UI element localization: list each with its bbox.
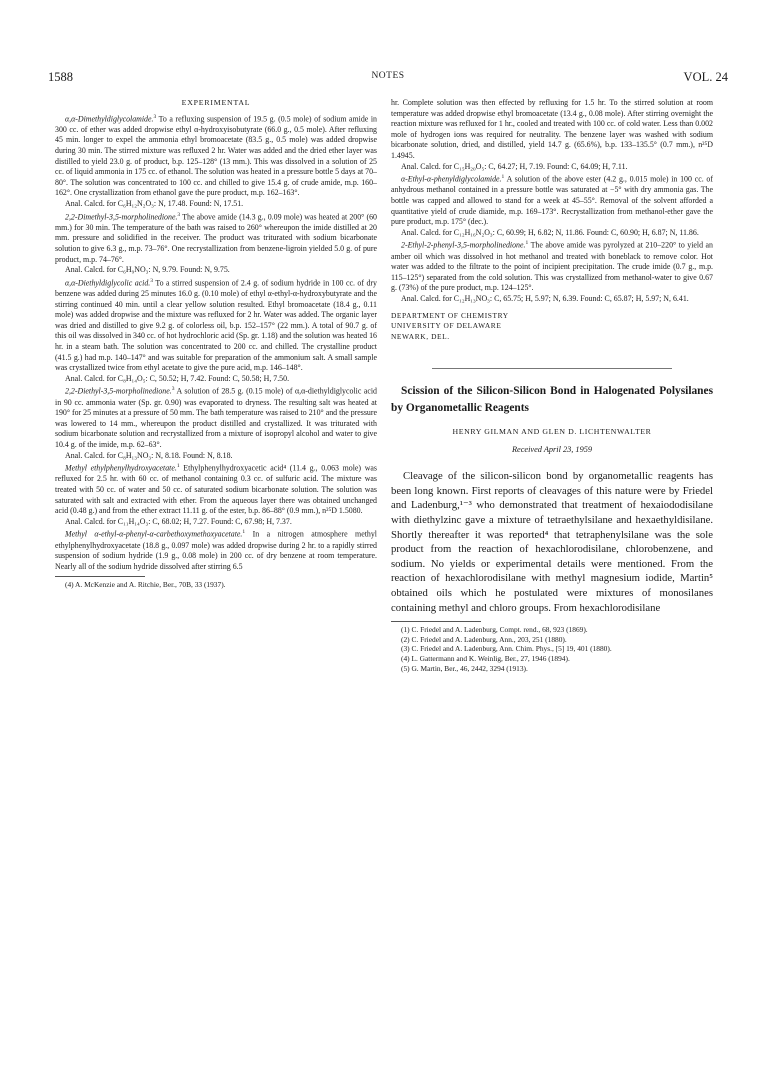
running-header xyxy=(48,70,728,86)
reference-marker: 3 xyxy=(171,386,175,393)
received-date: Received April 23, 1959 xyxy=(511,444,593,454)
paragraph-text: Anal. Calcd. for C₁₅H₂₀O₅: C, 64.27; H, 7.19. Found: C, 64.09; H, 7.11. xyxy=(401,161,628,171)
left-paragraphs xyxy=(55,112,377,573)
article-authors: HENRY GILMAN AND GLEN D. LICHTENWALTER xyxy=(452,427,652,437)
section-label: NOTES xyxy=(371,71,405,81)
paragraph-text: Anal. Calcd. for C₈H₁₃NO₃: N, 8.18. Found: N, 8.18. xyxy=(65,450,233,460)
paragraph-text: A solution of 28.5 g. (0.15 mole) of α,α-diethyldiglycolic acid in 90 cc. ammonia water (Sp. gr. 0.90) was evaporated to dryness. The resulting salt was heated at 190° for 25 minutes at a pressure of 50 mm. The bath temperature was raised to 210° and the pressure was lowered to 14 mm., whereupon the product distilled and crystallized. It was triturated with sodium bicarbonate solution and recrystallized from a mixture of isopropyl alcohol and water to give 10.4 g. of the imide, m.p. 62–63°. xyxy=(55,386,377,449)
footnote: (5) G. Martin, Ber., 46, 2442, 3294 (1913). xyxy=(401,663,528,673)
compound-name: 2-Ethyl-2-phenyl-3,5-morpholinedione. xyxy=(401,240,526,250)
footnote: (3) C. Friedel and A. Ladenburg, Ann. Chim. Phys., [5] 19, 401 (1880). xyxy=(401,644,612,654)
paragraph-text: Ethylphenylhydroxyacetic acid⁴ (11.4 g., 0.063 mole) was refluxed for 2.5 hr. with 60 cc. of methanol containing 0.3 cc. of sulfuric acid. The mixture was treated with 50 cc. of water and 50 cc. of saturated sodium bicarbonate solution. The solution was saturated with salt and extracted with ether. From the aqueous layer there was obtained unchanged acid (0.48 g.) and from the ether extract 11.11 g. of the ester, b.p. 86–88° (0.9 mm.), n²⁵D 1.5080. xyxy=(55,463,377,516)
paragraph xyxy=(55,461,377,517)
paragraph-text: Anal. Calcd. for C₆H₉NO₃: N, 9.79. Found: N, 9.75. xyxy=(65,265,230,275)
paragraph-text: hr. Complete solution was then effected by refluxing for 1.5 hr. To the stirred solution at room temperature was added dropwise ethyl bromoacetate (13.4 g., 0.08 mole). After stirring overnight the reaction mixture was refluxed for 1 hr., cooled and treated with 100 cc. of cold water. Less than 0.002 mole of hydrogen ions was required for neutrality. The benzene layer was washed with sodium bicarbonate solution, dried, and distilled, yield 14.7 g. (65.6%), b.p. 133–135.5° (0.7 mm.), n²⁵D 1.4945. xyxy=(391,98,713,160)
compound-name: 2,2-Diethyl-3,5-morpholinedione. xyxy=(65,386,172,396)
article-title: Scission of the Silicon-Silicon Bond in Halogenated Polysilanes by Organometallic Reagents xyxy=(391,385,713,415)
paragraph xyxy=(391,162,713,173)
paragraph-text: A solution of the above ester (4.2 g., 0.015 mole) in 100 cc. of anhydrous methanol contained in a pressure bottle was saturated at −5° with dry ammonia gas. The bottle was capped and allowed to stand for a week at 45–55°. Removal of the solvent afforded a quantitative yield of crude diamide, m.p. 169–173°. Recrystallization from methanol-ether gave the pure product, m.p. 175° (dec.). xyxy=(391,174,713,227)
paragraph-text: Anal. Calcd. for C₆H₁₂N₂O₃: N, 17.48. Found: N, 17.51. xyxy=(65,198,244,208)
paragraph-text: Anal. Calcd. for C₁₂H₁₆N₂O₃: C, 60.99; H, 6.82; N, 11.86. Found: C, 60.90; H, 6.87; N, 11.86. xyxy=(401,227,699,237)
paragraph-text: The above amide (14.3 g., 0.09 mole) was heated at 200° (60 mm.) for 30 min. The temperature of the bath was raised to 260° whereupon the imide distilled at 20 mm. pressure and solidified in the receiver. The product was triturated with sodium bicarbonate solution to give 6.3 g., m.p. 73–76°. One recrystallization from benzene-ligroin yielded 5.0 g. of pure product, m.p. 74–76°. xyxy=(55,212,377,264)
paragraph xyxy=(55,265,377,276)
reference-marker: 3 xyxy=(153,113,157,120)
footnote: (1) C. Friedel and A. Ladenburg, Compt. rend., 68, 923 (1869). xyxy=(401,625,588,635)
paragraph xyxy=(391,172,713,228)
affiliation xyxy=(391,311,713,343)
paragraph xyxy=(391,98,713,162)
left-column xyxy=(55,98,377,590)
reference-marker: 1 xyxy=(501,174,505,181)
affiliation-line: NEWARK, DEL. xyxy=(391,331,450,341)
body-paragraph: Cleavage of the silicon-silicon bond by organometallic reagents has been long known. First reports of cleavages of this nature were by Friedel and Ladenburg,¹⁻³ who demonstrated that treatment of hexaiododisilane with diethylzinc gave a mixture of tetraethylsilane and hexaethyldisilane. Shortly thereafter it was reported⁴ that tetraphenylsilane was the sole product from the reaction of hexachlorodisilane, chlorobenzene, and sodium. No yields or experimental details were mentioned. From the reaction of hexachlorodisilane with methyl magnesium iodide, Martin⁵ obtained oils which he postulated were mixtures of monosilanes containing methyl and chloro groups. From hexachlorodisilane xyxy=(391,470,713,614)
right-column xyxy=(391,98,713,673)
footnote: (4) A. McKenzie and A. Ritchie, Ber., 70B, 33 (1937). xyxy=(65,580,226,590)
paragraph xyxy=(391,294,713,305)
compound-name: α-Ethyl-α-phenyldiglycolamide. xyxy=(401,174,502,184)
paragraph xyxy=(55,276,377,374)
paragraph xyxy=(55,199,377,210)
compound-name: α,α-Dimethyldiglycolamide. xyxy=(65,114,154,124)
paragraph-text: Anal. Calcd. for C₁₂H₁₃NO₃: C, 65.75; H, 5.97; N, 6.39. Found: C, 65.87; H, 5.97; N, 6.41. xyxy=(401,293,689,303)
paragraph xyxy=(55,451,377,462)
paragraph-text: To a refluxing suspension of 19.5 g. (0.5 mole) of sodium amide in 300 cc. of ether was added dropwise ethyl α-hydroxyisobutyrate (66.0 g., 0.5 mole). After refluxing 45 min. longer to expel the ammonia ethyl bromoacetate (83.5 g., 0.5 mole) was added dropwise during 30 min. The stirred mixture was refluxed 2 hr. Water was added and the dried ether layer was distilled to yield 23.0 g. of product, b.p. 125–128° (13 mm.). This was dissolved in a solution of 25 cc. of liquid ammonia in 175 cc. of ethanol. The solution was heated in a pressure bottle 5 days at 70–80°. The solution was concentrated to 100 cc. and chilled to give 15.4 g. of crude amide, m.p. 160–162°. One crystallization from ethanol gave the pure product, m.p. 162–163°. xyxy=(55,114,377,198)
volume-label: VOL. 24 xyxy=(683,70,728,84)
reference-marker: 1 xyxy=(176,463,180,470)
paragraph-text: In a nitrogen atmosphere methyl ethylphenylhydroxyacetate (18.8 g., 0.097 mole) was added dropwise during 2 hr. to a rapidly stirred suspension of sodium hydride (1.9 g., 0.08 mole) in 200 cc. of dry benzene at room temperature. Nearly all of the sodium hydride dissolved after stirring 6.5 xyxy=(55,529,377,571)
reference-marker: 3 xyxy=(177,211,181,218)
compound-name: Methyl α-ethyl-α-phenyl-α-carbethoxymethoxyacetate. xyxy=(65,529,243,539)
footnote: (4) L. Gattermann and K. Weinlig, Ber., 27, 1946 (1894). xyxy=(401,653,570,663)
footnotes xyxy=(391,621,713,673)
paragraph-text: The above amide was pyrolyzed at 210–220° to yield an amber oil which was dissolved in hot methanol and treated with boneblack to remove color. Hot water was added to the filtrate to the point of incipient precipitation. The crude imide (0.7 g., m.p. 115–125°) separated from the cold solution. This was crystallized from methanol-water to give 0.67 g. (73%) of the pure product, m.p. 124–125°. xyxy=(391,240,713,293)
page-number: 1588 xyxy=(48,70,73,84)
footnote-rule xyxy=(55,576,145,577)
paragraph xyxy=(391,238,713,294)
footnote-rule xyxy=(391,621,481,622)
paragraph-text: Anal. Calcd. for C₁₁H₁₄O₃: C, 68.02; H, 7.27. Found: C, 67.98; H, 7.37. xyxy=(65,516,292,526)
paragraph xyxy=(55,384,377,450)
paragraph-text: To a stirred suspension of 2.4 g. of sodium hydride in 100 cc. of dry benzene was added during 25 minutes 16.0 g. (0.10 mole) of ethyl α-ethyl-α-hydroxybutyrate and the stirring continued 40 min. until a clear yellow solution resulted. Ethyl bromoacetate (18.4 g., 0.11 mole) was added dropwise and the mixture was refluxed for 2 hr. Water was added. The organic layer was dried and distilled to give 9.2 g. of colorless oil, b.p. 152–157° (22 mm.). A total of 90.7 g. of this oil was dissolved in 340 cc. of hot hydrochloric acid (Sp. gr. 1.18) and the solution was heated 16 hr. in a steam bath. The solution was concentrated to 200 cc. and chilled. The crystalline product (41.5 g.) had m.p. 140–147° and was suitable for preparation of the ammonium salt. A small sample was crystallized twice from ethyl acetate to give the pure acid, m.p. 146–148°. xyxy=(55,278,377,373)
section-heading: EXPERIMENTAL xyxy=(181,98,251,107)
reference-marker: 1 xyxy=(525,240,529,247)
right-paragraphs xyxy=(391,98,713,305)
affiliation-line: UNIVERSITY OF DELAWARE xyxy=(391,321,502,331)
article-separator xyxy=(432,368,672,369)
reference-marker: 1 xyxy=(242,529,246,536)
paragraph xyxy=(55,374,377,385)
article-body xyxy=(391,469,713,615)
paragraph xyxy=(55,112,377,199)
compound-name: α,α-Diethyldiglycolic acid. xyxy=(65,278,151,288)
affiliation-line: DEPARTMENT OF CHEMISTRY xyxy=(391,310,509,320)
compound-name: Methyl ethylphenylhydroxyacetate. xyxy=(65,463,177,473)
paragraph-text: Anal. Calcd. for C₈H₁₄O₅: C, 50.52; H, 7.42. Found: C, 50.58; H, 7.50. xyxy=(65,373,290,383)
paragraph xyxy=(55,517,377,528)
footnote: (2) C. Friedel and A. Ladenburg, Ann., 203, 251 (1880). xyxy=(401,634,567,644)
paragraph xyxy=(55,527,377,572)
paragraph xyxy=(55,210,377,266)
paragraph xyxy=(391,228,713,239)
reference-marker: 3 xyxy=(150,277,154,284)
compound-name: 2,2-Dimethyl-3,5-morpholinedione. xyxy=(65,212,178,222)
